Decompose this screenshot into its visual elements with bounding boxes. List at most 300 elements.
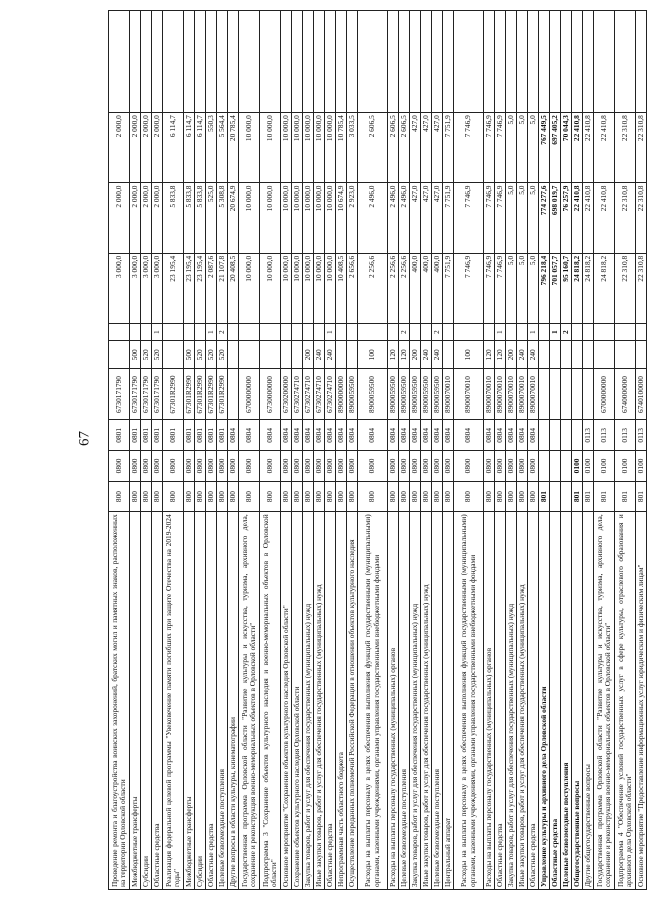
table-row — [399, 11, 410, 890]
table-row — [303, 11, 314, 890]
ministry-code-cell: 800 — [410, 481, 421, 512]
funding-source-cell — [388, 324, 399, 341]
section-code-cell: 0100 — [572, 451, 583, 482]
funding-source-cell — [281, 324, 292, 341]
amount-year2-cell: 22 310,8 — [636, 183, 647, 253]
expense-type-cell — [239, 341, 260, 369]
target-article-cell: 8900070010 — [484, 369, 495, 420]
amount-year3-cell: 22 410,8 — [594, 113, 615, 183]
amount-year3-cell: 22 310,8 — [636, 113, 647, 183]
amount-year2-cell: 525,0 — [206, 183, 217, 253]
amount-year2-cell: 10 674,9 — [336, 183, 347, 253]
subsection-code-cell: 0801 — [195, 420, 206, 451]
expense-name-cell: Иные закупки товаров, работ и услуг для обеспечения государственных (муниципальных) нужд — [314, 512, 325, 890]
target-article-cell: 6700000000 — [594, 369, 615, 420]
empty-margin-cell — [528, 11, 539, 113]
amount-year3-cell: 7 751,9 — [443, 113, 454, 183]
ministry-code-cell: 800 — [314, 481, 325, 512]
section-code-cell: 0800 — [358, 451, 388, 482]
expense-name-cell: Центральный аппарат — [443, 512, 454, 890]
target-article-cell: 8900059500 — [399, 369, 410, 420]
funding-source-cell: 1 — [550, 324, 561, 341]
empty-margin-cell — [292, 11, 303, 113]
section-code-cell: 0800 — [303, 451, 314, 482]
empty-margin-cell — [347, 11, 358, 113]
section-code-cell: 0800 — [388, 451, 399, 482]
table-row — [410, 11, 421, 890]
subsection-code-cell: 0801 — [109, 420, 130, 451]
expense-type-cell — [109, 341, 130, 369]
amount-year3-cell: 10 000,0 — [239, 113, 260, 183]
amount-year2-cell: 2 496,0 — [399, 183, 410, 253]
empty-margin-cell — [336, 11, 347, 113]
amount-year2-cell: 427,0 — [421, 183, 432, 253]
table-row — [594, 11, 615, 890]
amount-year2-cell: 5 833,8 — [195, 183, 206, 253]
amount-year3-cell: 2 000,0 — [130, 113, 141, 183]
section-code-cell: 0100 — [636, 451, 647, 482]
amount-year3-cell: 427,0 — [432, 113, 443, 183]
target-article-cell: 6730171790 — [152, 369, 163, 420]
table-row — [260, 11, 281, 890]
empty-margin-cell — [594, 11, 615, 113]
amount-year1-cell: 24 818,2 — [583, 253, 594, 323]
expense-type-cell: 240 — [432, 341, 443, 369]
amount-year2-cell: 2 923,0 — [347, 183, 358, 253]
expense-name-cell: Межбюджетные трансферты — [184, 512, 195, 890]
ministry-code-cell: 800 — [217, 481, 228, 512]
table-row — [336, 11, 347, 890]
expense-type-cell: 240 — [528, 341, 539, 369]
subsection-code-cell: 0804 — [388, 420, 399, 451]
table-row — [141, 11, 152, 890]
amount-year1-cell: 7 746,9 — [454, 253, 484, 323]
empty-margin-cell — [358, 11, 388, 113]
expense-name-cell: Межбюджетные трансферты — [130, 512, 141, 890]
table-row — [615, 11, 636, 890]
target-article-cell: 8900070010 — [528, 369, 539, 420]
amount-year1-cell: 10 408,5 — [336, 253, 347, 323]
subsection-code-cell: 0804 — [336, 420, 347, 451]
expense-name-cell: Целевые безвозмездные поступления — [399, 512, 410, 890]
target-article-cell — [583, 369, 594, 420]
empty-margin-cell — [303, 11, 314, 113]
ministry-code-cell: 800 — [163, 481, 184, 512]
section-code-cell: 0800 — [292, 451, 303, 482]
amount-year3-cell: 10 000,0 — [281, 113, 292, 183]
table-row — [388, 11, 399, 890]
subsection-code-cell: 0804 — [239, 420, 260, 451]
amount-year2-cell: 10 000,0 — [239, 183, 260, 253]
empty-margin-cell — [130, 11, 141, 113]
section-code-cell: 0800 — [432, 451, 443, 482]
table-row — [228, 11, 239, 890]
expense-type-cell — [336, 341, 347, 369]
ministry-code-cell: 801 — [583, 481, 594, 512]
amount-year3-cell: 22 310,8 — [615, 113, 636, 183]
empty-margin-cell — [195, 11, 206, 113]
table-row — [130, 11, 141, 890]
expense-type-cell — [636, 341, 647, 369]
subsection-code-cell: 0113 — [615, 420, 636, 451]
section-code-cell: 0800 — [184, 451, 195, 482]
expense-name-cell: Сохранение объектов культурного наследия Орловской области — [292, 512, 303, 890]
funding-source-cell — [239, 324, 260, 341]
amount-year1-cell: 5,0 — [528, 253, 539, 323]
table-row — [347, 11, 358, 890]
amount-year2-cell: 5 308,8 — [217, 183, 228, 253]
funding-source-cell: 1 — [495, 324, 506, 341]
ministry-code-cell: 801 — [636, 481, 647, 512]
amount-year3-cell: 10 000,0 — [260, 113, 281, 183]
target-article-cell: 6730200000 — [281, 369, 292, 420]
expense-name-cell: Областные средства — [206, 512, 217, 890]
amount-year1-cell: 3 000,0 — [109, 253, 130, 323]
empty-margin-cell — [217, 11, 228, 113]
table-row — [239, 11, 260, 890]
budget-table-body — [109, 11, 647, 890]
empty-margin-cell — [109, 11, 130, 113]
section-code-cell: 0800 — [239, 451, 260, 482]
expense-type-cell — [561, 341, 572, 369]
amount-year3-cell: 20 785,4 — [228, 113, 239, 183]
expense-type-cell: 100 — [358, 341, 388, 369]
funding-source-cell — [109, 324, 130, 341]
page-number: 67 — [76, 431, 93, 446]
amount-year3-cell: 22 410,8 — [583, 113, 594, 183]
expense-type-cell: 100 — [454, 341, 484, 369]
amount-year2-cell: 2 496,0 — [358, 183, 388, 253]
expense-type-cell: 120 — [399, 341, 410, 369]
ministry-code-cell: 800 — [206, 481, 217, 512]
section-code-cell: 0800 — [484, 451, 495, 482]
section-code-cell: 0800 — [454, 451, 484, 482]
amount-year3-cell: 5,0 — [517, 113, 528, 183]
amount-year3-cell: 2 000,0 — [141, 113, 152, 183]
amount-year3-cell: 2 606,5 — [399, 113, 410, 183]
expense-type-cell — [443, 341, 454, 369]
amount-year1-cell: 24 818,2 — [594, 253, 615, 323]
expense-type-cell: 240 — [517, 341, 528, 369]
subsection-code-cell: 0801 — [163, 420, 184, 451]
amount-year3-cell: 5,0 — [506, 113, 517, 183]
amount-year3-cell: 7 746,9 — [495, 113, 506, 183]
section-code-cell: 0800 — [109, 451, 130, 482]
expense-type-cell — [260, 341, 281, 369]
empty-margin-cell — [615, 11, 636, 113]
table-row — [358, 11, 388, 890]
amount-year1-cell: 400,0 — [432, 253, 443, 323]
funding-source-cell — [443, 324, 454, 341]
amount-year1-cell: 7 746,9 — [484, 253, 495, 323]
table-row — [443, 11, 454, 890]
section-code-cell: 0800 — [228, 451, 239, 482]
subsection-code-cell: 0804 — [260, 420, 281, 451]
expense-type-cell — [539, 341, 550, 369]
funding-source-cell — [636, 324, 647, 341]
expense-type-cell: 520 — [195, 341, 206, 369]
section-code-cell: 0800 — [517, 451, 528, 482]
amount-year2-cell: 7 746,9 — [484, 183, 495, 253]
section-code-cell: 0800 — [528, 451, 539, 482]
empty-margin-cell — [325, 11, 336, 113]
empty-margin-cell — [443, 11, 454, 113]
amount-year3-cell: 2 000,0 — [109, 113, 130, 183]
expense-type-cell — [550, 341, 561, 369]
expense-name-cell: Областные средства — [325, 512, 336, 890]
expense-name-cell: Целевые безвозмездные поступления — [217, 512, 228, 890]
table-row — [163, 11, 184, 890]
expense-name-cell: Закупка товаров, работ и услуг для обеспечения государственных (муниципальных) нужд — [410, 512, 421, 890]
ministry-code-cell: 800 — [528, 481, 539, 512]
subsection-code-cell: 0804 — [443, 420, 454, 451]
section-code-cell: 0800 — [195, 451, 206, 482]
section-code-cell: 0800 — [399, 451, 410, 482]
section-code-cell: 0100 — [594, 451, 615, 482]
empty-margin-cell — [572, 11, 583, 113]
amount-year2-cell: 5 833,8 — [184, 183, 195, 253]
expense-name-cell: Подпрограмма 4 "Обеспечение условий государственных услуг в сфере культуры, отраслевого образования и архивного дела Орловской области" — [615, 512, 636, 890]
expense-name-cell: Целевые безвозмездные поступления — [561, 512, 572, 890]
section-code-cell: 0800 — [281, 451, 292, 482]
section-code-cell: 0800 — [506, 451, 517, 482]
table-row — [572, 11, 583, 890]
funding-source-cell — [195, 324, 206, 341]
amount-year2-cell: 5 833,8 — [163, 183, 184, 253]
expense-name-cell: Расходы на выплаты персоналу государственных (муниципальных) органов — [484, 512, 495, 890]
amount-year1-cell: 3 000,0 — [152, 253, 163, 323]
subsection-code-cell: 0804 — [325, 420, 336, 451]
target-article-cell — [550, 369, 561, 420]
amount-year3-cell: 767 449,5 — [539, 113, 550, 183]
section-code-cell: 0800 — [141, 451, 152, 482]
amount-year3-cell: 70 044,3 — [561, 113, 572, 183]
table-row — [314, 11, 325, 890]
ministry-code-cell: 800 — [347, 481, 358, 512]
target-article-cell: 8900059500 — [347, 369, 358, 420]
ministry-code-cell: 800 — [399, 481, 410, 512]
subsection-code-cell: 0804 — [281, 420, 292, 451]
section-code-cell: 0800 — [130, 451, 141, 482]
empty-margin-cell — [410, 11, 421, 113]
target-article-cell: 8900059500 — [358, 369, 388, 420]
section-code-cell: 0800 — [443, 451, 454, 482]
target-article-cell: 8900070010 — [443, 369, 454, 420]
subsection-code-cell — [572, 420, 583, 451]
funding-source-cell: 1 — [528, 324, 539, 341]
table-row — [539, 11, 550, 890]
amount-year2-cell: 2 000,0 — [152, 183, 163, 253]
expense-name-cell: Областные средства — [152, 512, 163, 890]
amount-year2-cell: 10 000,0 — [281, 183, 292, 253]
empty-margin-cell — [206, 11, 217, 113]
amount-year1-cell: 10 000,0 — [314, 253, 325, 323]
subsection-code-cell: 0113 — [594, 420, 615, 451]
amount-year1-cell: 23 195,4 — [184, 253, 195, 323]
section-code-cell: 0800 — [152, 451, 163, 482]
target-article-cell: 8900059500 — [432, 369, 443, 420]
empty-margin-cell — [141, 11, 152, 113]
target-article-cell — [228, 369, 239, 420]
ministry-code-cell: 800 — [443, 481, 454, 512]
funding-source-cell — [539, 324, 550, 341]
expense-name-cell: Областные средства — [528, 512, 539, 890]
funding-source-cell: 1 — [152, 324, 163, 341]
subsection-code-cell: 0801 — [130, 420, 141, 451]
subsection-code-cell: 0804 — [506, 420, 517, 451]
ministry-code-cell: 800 — [484, 481, 495, 512]
section-code-cell: 0100 — [615, 451, 636, 482]
target-article-cell: 6730274710 — [292, 369, 303, 420]
expense-type-cell — [347, 341, 358, 369]
target-article-cell: 6730274710 — [325, 369, 336, 420]
amount-year3-cell: 6 114,7 — [195, 113, 206, 183]
amount-year2-cell: 10 000,0 — [314, 183, 325, 253]
expense-name-cell: Основное мероприятие "Предоставление информационных услуг юридическим и физическим лицам" — [636, 512, 647, 890]
amount-year1-cell: 10 000,0 — [260, 253, 281, 323]
expense-name-cell: Расходы на выплаты персоналу в целях обеспечения выполнения функций государственными (муниципальными) органами, казенными учреждениями, органами управления государственными внебюджетными фондами — [454, 512, 484, 890]
amount-year3-cell: 7 746,9 — [484, 113, 495, 183]
amount-year1-cell: 21 107,8 — [217, 253, 228, 323]
amount-year2-cell: 427,0 — [410, 183, 421, 253]
target-article-cell: 8900070010 — [454, 369, 484, 420]
table-row — [292, 11, 303, 890]
expense-type-cell: 200 — [506, 341, 517, 369]
empty-margin-cell — [184, 11, 195, 113]
funding-source-cell — [594, 324, 615, 341]
expense-name-cell: Субсидии — [141, 512, 152, 890]
ministry-code-cell: 801 — [572, 481, 583, 512]
target-article-cell — [561, 369, 572, 420]
amount-year2-cell: 7 746,9 — [495, 183, 506, 253]
expense-type-cell — [292, 341, 303, 369]
ministry-code-cell: 800 — [358, 481, 388, 512]
section-code-cell: 0800 — [336, 451, 347, 482]
expense-name-cell: Осуществление переданных полномочий Российской Федерации в отношении объектов культурного наследия — [347, 512, 358, 890]
section-code-cell: 0100 — [583, 451, 594, 482]
amount-year1-cell: 5,0 — [506, 253, 517, 323]
amount-year1-cell: 95 160,7 — [561, 253, 572, 323]
subsection-code-cell: 0801 — [217, 420, 228, 451]
target-article-cell: 6700000000 — [239, 369, 260, 420]
amount-year1-cell: 23 195,4 — [195, 253, 206, 323]
empty-margin-cell — [517, 11, 528, 113]
expense-name-cell: Проведение ремонта и благоустройства воинских захоронений, братских могил и памятных знаков, расположенных на территории Орловской области — [109, 512, 130, 890]
funding-source-cell — [484, 324, 495, 341]
expense-type-cell: 120 — [495, 341, 506, 369]
subsection-code-cell: 0804 — [303, 420, 314, 451]
table-row — [454, 11, 484, 890]
subsection-code-cell — [550, 420, 561, 451]
ministry-code-cell: 800 — [141, 481, 152, 512]
amount-year2-cell: 22 310,8 — [615, 183, 636, 253]
amount-year3-cell: 2 606,5 — [358, 113, 388, 183]
subsection-code-cell: 0113 — [583, 420, 594, 451]
subsection-code-cell: 0801 — [141, 420, 152, 451]
table-row — [195, 11, 206, 890]
table-row — [583, 11, 594, 890]
section-code-cell: 0800 — [260, 451, 281, 482]
ministry-code-cell: 800 — [195, 481, 206, 512]
expense-name-cell: Иные закупки товаров, работ и услуг для обеспечения государственных (муниципальных) нужд — [421, 512, 432, 890]
amount-year2-cell: 774 277,6 — [539, 183, 550, 253]
expense-name-cell: Областные средства — [495, 512, 506, 890]
expense-type-cell — [615, 341, 636, 369]
expense-name-cell: Закупка товаров, работ и услуг для обеспечения государственных (муниципальных) нужд — [303, 512, 314, 890]
section-code-cell: 0800 — [163, 451, 184, 482]
expense-type-cell — [572, 341, 583, 369]
table-row — [206, 11, 217, 890]
funding-source-cell — [292, 324, 303, 341]
expense-type-cell: 240 — [325, 341, 336, 369]
amount-year2-cell: 427,0 — [432, 183, 443, 253]
amount-year3-cell: 10 000,0 — [292, 113, 303, 183]
ministry-code-cell: 800 — [184, 481, 195, 512]
target-article-cell: 8900070010 — [495, 369, 506, 420]
amount-year1-cell: 2 256,6 — [388, 253, 399, 323]
amount-year3-cell: 7 746,9 — [454, 113, 484, 183]
section-code-cell — [561, 451, 572, 482]
target-article-cell: 6730274710 — [303, 369, 314, 420]
ministry-code-cell: 800 — [303, 481, 314, 512]
expense-name-cell: Закупка товаров, работ и услуг для обеспечения государственных (муниципальных) нужд — [506, 512, 517, 890]
amount-year1-cell: 400,0 — [410, 253, 421, 323]
empty-margin-cell — [432, 11, 443, 113]
amount-year2-cell: 698 019,7 — [550, 183, 561, 253]
funding-source-cell — [260, 324, 281, 341]
empty-margin-cell — [239, 11, 260, 113]
empty-margin-cell — [484, 11, 495, 113]
table-row — [217, 11, 228, 890]
subsection-code-cell: 0804 — [495, 420, 506, 451]
ministry-code-cell: 800 — [495, 481, 506, 512]
amount-year2-cell: 10 000,0 — [292, 183, 303, 253]
target-article-cell: 67301R2990 — [217, 369, 228, 420]
funding-source-cell — [358, 324, 388, 341]
funding-source-cell — [303, 324, 314, 341]
empty-margin-cell — [399, 11, 410, 113]
section-code-cell: 0800 — [495, 451, 506, 482]
funding-source-cell: 1 — [206, 324, 217, 341]
table-row — [506, 11, 517, 890]
table-row — [495, 11, 506, 890]
amount-year2-cell: 10 000,0 — [260, 183, 281, 253]
ministry-code-cell: 800 — [388, 481, 399, 512]
amount-year2-cell: 2 496,0 — [388, 183, 399, 253]
subsection-code-cell: 0804 — [517, 420, 528, 451]
ministry-code-cell: 800 — [239, 481, 260, 512]
ministry-code-cell: 800 — [454, 481, 484, 512]
ministry-code-cell: 801 — [594, 481, 615, 512]
amount-year2-cell: 2 000,0 — [141, 183, 152, 253]
amount-year1-cell: 2 087,6 — [206, 253, 217, 323]
table-row — [152, 11, 163, 890]
table-row — [184, 11, 195, 890]
subsection-code-cell: 0804 — [484, 420, 495, 451]
table-row — [517, 11, 528, 890]
ministry-code-cell: 800 — [152, 481, 163, 512]
amount-year1-cell: 10 000,0 — [303, 253, 314, 323]
amount-year1-cell: 2 656,6 — [347, 253, 358, 323]
funding-source-cell: 2 — [217, 324, 228, 341]
expense-name-cell: Целевые безвозмездные поступления — [432, 512, 443, 890]
expense-type-cell: 520 — [206, 341, 217, 369]
funding-source-cell: 2 — [561, 324, 572, 341]
section-code-cell: 0800 — [347, 451, 358, 482]
empty-margin-cell — [495, 11, 506, 113]
expense-name-cell: Основное мероприятие "Сохранение объектов культурного наследия Орловской области" — [281, 512, 292, 890]
empty-margin-cell — [421, 11, 432, 113]
